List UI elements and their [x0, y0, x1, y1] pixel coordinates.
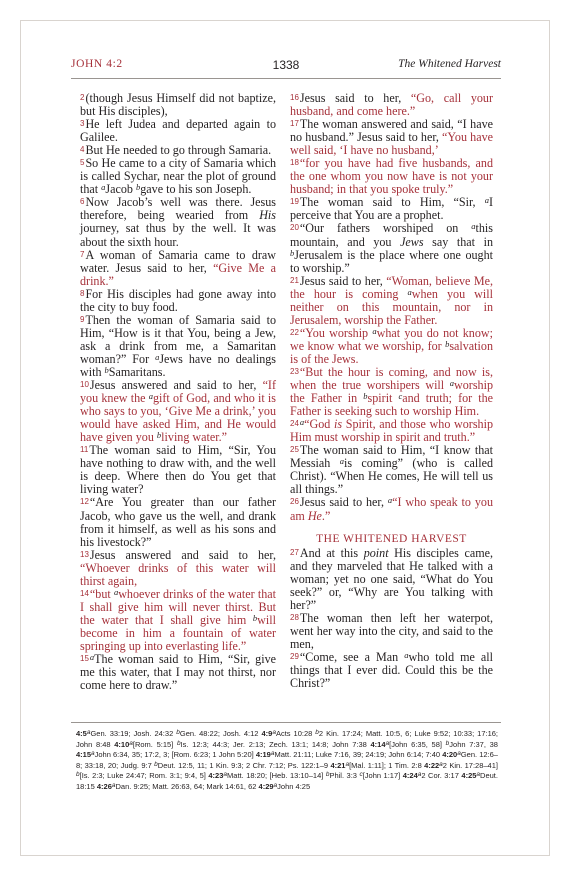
words-of-jesus: “I who speak to you am — [290, 495, 493, 523]
right-text-column — [290, 92, 493, 690]
cross-reference-letter: a — [272, 729, 276, 736]
verse-number: 18 — [290, 158, 299, 168]
verse-number: 26 — [290, 497, 299, 507]
verse-number: 10 — [80, 380, 89, 390]
verse — [80, 196, 276, 248]
cross-reference-letter: a — [457, 750, 461, 758]
cross-reference-verse: 4:9 — [261, 729, 273, 738]
verse — [290, 275, 493, 327]
footnote-marker: a — [407, 286, 412, 297]
verse-number: 25 — [290, 445, 299, 455]
cross-reference-text: John 6:34, 35; 17:2, 3; [Rom. 6:23; 1 John 5:20] — [94, 750, 254, 760]
verse-number: 5 — [80, 158, 85, 168]
chapter-reference: JOHN 4:2 — [71, 58, 123, 70]
words-of-jesus: spirit — [367, 391, 399, 406]
words-of-jesus: “You have well said, ‘I have no husband,’ — [290, 130, 493, 158]
cross-reference-letter: b — [176, 729, 180, 736]
words-of-jesus: Spirit, and those who worship Him must worship in spirit and truth.” — [290, 417, 493, 445]
verse-number: 12 — [80, 497, 89, 507]
footnote-marker: a — [101, 182, 106, 193]
footnote-marker: a — [339, 456, 344, 467]
words-of-jesus: “for you have had five husbands, and the one whom you now have is not your husband; in that you spoke truly.” — [290, 156, 493, 197]
verse-number: 14 — [80, 588, 89, 598]
verse-number: 16 — [290, 93, 299, 102]
verse-text: “Are You greater than our father Jacob, who gave us the well, and drank from it himself, as well as his sons and his livestock?” — [80, 495, 276, 549]
cross-reference-letter: b — [154, 760, 158, 768]
footnote-marker: a — [387, 495, 393, 506]
cross-reference — [403, 771, 459, 780]
footnote-marker: a — [404, 649, 409, 660]
verse-text: Then the woman of Samaria said to Him, “How is it that You, being a Jew, ask a drink from me, a Samaritan woman?” For — [80, 312, 276, 366]
verse — [80, 549, 276, 588]
verse-number: 17 — [290, 119, 299, 129]
verse-number: 29 — [290, 651, 299, 661]
cross-reference-text: John 4:25 — [277, 781, 311, 791]
verse — [290, 444, 493, 496]
cross-reference-letter: b — [76, 771, 80, 779]
verse-text: The woman then left her waterpot, went her way into the city, and said to the men, — [290, 610, 493, 651]
cross-reference-verse: 4:15 — [76, 750, 92, 760]
verse-number: 6 — [80, 197, 85, 207]
verse — [80, 288, 276, 314]
cross-reference-letter: a — [270, 750, 275, 758]
cross-reference-text: Gen. 33:19; Josh. 24:32 — [90, 729, 174, 738]
cross-reference-text: [John 6:35, 58] — [389, 739, 442, 749]
cross-reference-text: Matt. 18:20; [Heb. 13:10–14] — [227, 771, 324, 781]
words-of-jesus: “You worship — [299, 325, 373, 340]
verse — [290, 196, 493, 222]
footnote-marker: a — [148, 391, 153, 402]
left-text-column — [80, 92, 276, 692]
cross-reference-text: Deut. 12:5, 11; 1 Kin. 9:3; 2 Chr. 7:12; Ps. 122:1–9 — [157, 760, 329, 770]
verse-text: this mountain, and you — [290, 221, 493, 249]
cross-reference-verse: 4:25 — [461, 771, 477, 781]
cross-reference — [76, 771, 206, 780]
cross-reference-verse: 4:24 — [402, 771, 418, 781]
verse-number: 3 — [80, 119, 85, 129]
verse-text: Jesus said to her, — [299, 273, 387, 288]
cross-reference-text: Acts 10:28 — [275, 729, 313, 738]
verse — [290, 118, 493, 157]
cross-reference-text: Phil. 3:3 — [329, 771, 357, 781]
cross-reference — [370, 740, 441, 749]
verse-text: I perceive that You are a prophet. — [290, 195, 493, 223]
verse-text: For His disciples had gone away into the city to buy food. — [80, 286, 276, 314]
cross-reference — [176, 729, 258, 738]
verse-number: 21 — [290, 275, 299, 285]
footnote-marker: b — [135, 182, 141, 193]
running-header — [71, 58, 501, 74]
verse-text: The woman answered and said, “I have no husband.” Jesus said to her, — [290, 117, 493, 145]
cross-reference-verse: 4:5 — [76, 729, 87, 738]
verse — [290, 366, 493, 418]
verse-text: He left Judea and departed again to Galilee. — [80, 117, 276, 145]
verse-text: gave to his son Joseph. — [140, 182, 252, 197]
cross-reference-verse: 4:26 — [96, 781, 112, 791]
verse-number: 27 — [290, 547, 299, 557]
verse — [80, 496, 276, 548]
verse-text: His disciples came, and they marveled that He talked with a woman; yet no one said, “What do You seek?” or, “Why are You talking with her?” — [290, 545, 493, 612]
verse-text: Jesus answered and said to her, — [89, 547, 276, 562]
verse-text: (though Jesus Himself did not baptize, but His disciples), — [80, 91, 276, 119]
cross-reference-verse: 4:21 — [330, 760, 346, 770]
verse-text: Samaritans. — [108, 364, 166, 379]
verse-text: Jacob — [105, 182, 136, 197]
verse-text: The woman said to Him, “I know that Messiah — [290, 443, 493, 471]
cross-reference-text: [Rom. 5:15] — [132, 739, 174, 749]
words-of-jesus: He — [307, 508, 322, 523]
words-of-jesus: and truth; for the Father is seeking such to worship Him. — [290, 391, 494, 419]
verse-text: “Come, see a Man — [299, 649, 405, 664]
words-of-jesus: “But the hour is coming, and now is, when the true worshipers will — [290, 364, 493, 393]
verse-number: 22 — [290, 327, 299, 337]
cross-reference-notes — [76, 729, 498, 793]
verse — [80, 92, 276, 118]
section-heading: THE WHITENED HARVEST — [316, 532, 467, 545]
words-of-jesus: “Woman, believe Me, the hour is coming — [290, 273, 493, 301]
footnote-marker: b — [156, 430, 162, 441]
cross-reference — [446, 740, 498, 749]
verse-text: who told me all things that I ever did. Could this be the Christ?” — [290, 649, 494, 691]
verse — [80, 249, 276, 288]
verse-text: Jerusalem is the place where one ought to worship.” — [290, 247, 493, 275]
words-of-jesus: .” — [321, 508, 331, 523]
verse-number: 23 — [290, 366, 299, 376]
cross-reference-verse: 4:22 — [424, 760, 440, 770]
footnote-marker: b — [252, 612, 258, 623]
cross-reference-text: Deut. 18:15 — [76, 771, 498, 791]
verse — [290, 612, 493, 651]
verse-text: Jews — [400, 234, 424, 249]
cross-reference-verse: 4:19 — [255, 750, 271, 760]
verse-text: point — [363, 545, 389, 560]
footnote-marker: a — [372, 325, 377, 336]
verse-number: 28 — [290, 612, 299, 622]
cross-reference — [256, 750, 440, 759]
verse-number: 9 — [80, 314, 85, 324]
cross-reference-letter: a — [476, 771, 481, 779]
words-of-jesus: salvation is of the Jews. — [290, 338, 493, 366]
cross-reference-letter: a — [345, 760, 350, 768]
cross-reference-text: 2 Kin. 17:24; Matt. 10:5, 6; Luke 9:52; 10:33; 17:16; John 8:48 — [76, 729, 499, 749]
cross-reference-verse: 4:10 — [114, 739, 130, 749]
cross-reference-text: [Mal. 1:11]; 1 Tim. 2:8 — [349, 760, 422, 770]
words-of-jesus: will become in him a fountain of water springing up into everlasting life.” — [80, 612, 276, 653]
verse-number: 4 — [80, 145, 85, 155]
cross-reference-letter: a — [91, 750, 95, 758]
cross-reference — [76, 729, 173, 738]
verse — [290, 157, 493, 196]
verse-text: And at this — [299, 545, 364, 560]
cross-reference-text: Gen. 48:22; Josh. 4:12 — [179, 729, 259, 738]
verse-number: 19 — [290, 197, 299, 207]
verse-number: 8 — [80, 288, 85, 298]
cross-reference — [330, 761, 421, 770]
footnote-marker: b — [363, 391, 368, 402]
verse-text: Jesus said to her, — [299, 91, 411, 105]
words-of-jesus: “Whoever drinks of this water will thirst again, — [80, 560, 276, 588]
footnote-marker: a — [449, 378, 455, 389]
cross-reference — [359, 771, 400, 780]
words-of-jesus: “Go, call your husband, and come here.” — [290, 91, 493, 119]
words-of-jesus: whoever drinks of the water that I shall give him will never thirst. But the water that I shall give him — [80, 586, 276, 627]
cross-reference-text: 2 Cor. 3:17 — [421, 771, 459, 781]
verse — [80, 653, 276, 692]
verse-text: Jesus said to her, — [299, 495, 388, 510]
cross-reference-text: John 7:37, 38 — [449, 739, 498, 749]
verse-text: So He came to a city of Samaria which is called Sychar, near the plot of ground that — [80, 156, 276, 197]
verse — [80, 314, 276, 379]
verse — [290, 92, 493, 118]
footnote-marker: a — [471, 221, 476, 232]
words-of-jesus: when you will neither on this mountain, nor in Jerusalem, worship the Father. — [290, 286, 493, 327]
verse-number: 15 — [80, 654, 89, 664]
words-of-jesus: “If you knew the — [80, 378, 276, 406]
cross-reference-letter: a — [273, 781, 278, 789]
header-rule — [71, 78, 501, 79]
cross-reference-letter: b — [445, 739, 450, 747]
footnote-marker: a — [89, 652, 95, 663]
verse — [290, 327, 493, 366]
verse — [290, 418, 493, 444]
running-title: The Whitened Harvest — [398, 58, 501, 70]
words-of-jesus: gift of God, and who it is who says to you, ‘Give Me a drink,’ you would have asked Him, and He would have given you — [80, 391, 277, 445]
footnote-marker: b — [104, 364, 109, 375]
cross-reference — [259, 782, 311, 791]
verse-text: “Our fathers worshiped on — [299, 221, 472, 236]
verse-text: The woman said to Him, “Sir, give me this water, that I may not thirst, nor come here to draw.” — [80, 652, 276, 693]
footnote-marker: b — [445, 338, 450, 349]
cross-reference-letter: a — [417, 771, 422, 779]
verse — [290, 222, 493, 274]
words-of-jesus: “but — [89, 586, 114, 601]
footnote-marker: a — [113, 586, 119, 597]
words-of-jesus: worship the Father in — [290, 378, 493, 406]
verse-text: Jews have no dealings with — [80, 351, 277, 379]
words-of-jesus: “Give Me a drink.” — [80, 260, 277, 288]
verse-number: 13 — [80, 549, 89, 559]
cross-reference-letter: c — [359, 771, 363, 779]
cross-reference-verse: 4:14 — [370, 739, 386, 749]
cross-reference-text: [John 1:17] — [362, 771, 401, 781]
cross-reference-text: Is. 12:3; 44:3; Jer. 2:13; Zech. 13:1; 14:8; John 7:38 — [180, 739, 367, 749]
cross-reference — [261, 729, 312, 738]
cross-reference — [208, 771, 323, 780]
cross-reference — [424, 761, 498, 770]
cross-reference — [177, 740, 367, 749]
words-of-jesus: “God — [304, 417, 334, 432]
verse-text: Jesus answered and said to her, — [89, 378, 263, 393]
verse-number: 11 — [80, 445, 89, 455]
cross-reference — [114, 740, 173, 749]
verse-number: 20 — [290, 223, 299, 233]
page-number: 1338 — [272, 58, 300, 72]
cross-reference-verse: 4:29 — [258, 781, 274, 791]
cross-reference-letter: a — [111, 781, 116, 789]
cross-reference-verse: 4:23 — [208, 771, 224, 781]
cross-reference — [154, 761, 328, 770]
verse-text: say that in — [423, 234, 493, 249]
verse — [290, 651, 493, 690]
cross-reference-letter: b — [325, 771, 330, 779]
footnote-marker: a — [484, 195, 489, 206]
cross-reference-letter: a — [385, 739, 390, 747]
words-of-jesus: living water.” — [161, 430, 227, 445]
cross-reference-letter: a — [223, 771, 228, 779]
cross-reference-letter: a — [129, 739, 133, 747]
cross-reference-text: Dan. 9:25; Matt. 26:63, 64; Mark 14:61, 62 — [115, 781, 257, 791]
verse-number: 24 — [290, 419, 299, 429]
cross-reference — [97, 782, 257, 791]
words-of-jesus: is — [334, 417, 343, 432]
verse-text: His — [259, 208, 276, 223]
verse — [290, 547, 493, 612]
cross-reference-text: Gen. 12:6–8; 33:18, 20; Judg. 9:7 — [76, 750, 498, 770]
cross-reference-letter: b — [315, 729, 319, 736]
cross-reference-letter: a — [439, 760, 443, 768]
cross-reference-text: 2 Kin. 17:28–41] — [442, 760, 498, 770]
footnote-rule — [71, 722, 501, 723]
cross-reference — [76, 750, 254, 759]
cross-reference-verse: 4:20 — [442, 750, 458, 760]
verse-number: 7 — [80, 249, 85, 259]
verse-text: The woman said to Him, “Sir, You have nothing to draw with, and the well is deep. Where then do You get that living water? — [80, 443, 276, 497]
verse-text: But He needed to go through Samaria. — [85, 143, 272, 158]
verse-text: A woman of Samaria came to draw water. Jesus said to her, — [80, 247, 276, 275]
cross-reference-text: Matt. 21:11; Luke 7:16, 39; 24:19; John 6:14; 7:40 — [274, 750, 441, 760]
verse-text: journey, sat thus by the well. It was about the sixth hour. — [80, 221, 276, 249]
verse — [290, 496, 493, 522]
verse — [80, 157, 276, 196]
cross-reference-text: [Is. 2:3; Luke 24:47; Rom. 3:1; 9:4, 5] — [79, 771, 206, 781]
verse — [80, 118, 276, 144]
verse — [80, 444, 276, 496]
cross-reference-letter: a — [86, 729, 91, 736]
verse — [80, 379, 276, 444]
footnote-marker: b — [290, 247, 295, 258]
footnote-marker: a — [299, 417, 305, 428]
cross-reference-letter: b — [176, 739, 181, 747]
cross-reference — [326, 771, 357, 780]
words-of-jesus: what you do not know; we know what we worship, for — [290, 325, 493, 353]
verse-number: 2 — [80, 93, 85, 102]
footnote-marker: c — [398, 391, 403, 402]
footnote-marker: a — [155, 351, 160, 362]
verse-text: is coming” (who is called Christ). “When He comes, He will tell us all things.” — [290, 456, 493, 497]
verse-text: The woman said to Him, “Sir, — [299, 195, 485, 210]
verse — [80, 588, 276, 653]
verse-text: Now Jacob’s well was there. Jesus therefore, being wearied from — [80, 195, 276, 223]
